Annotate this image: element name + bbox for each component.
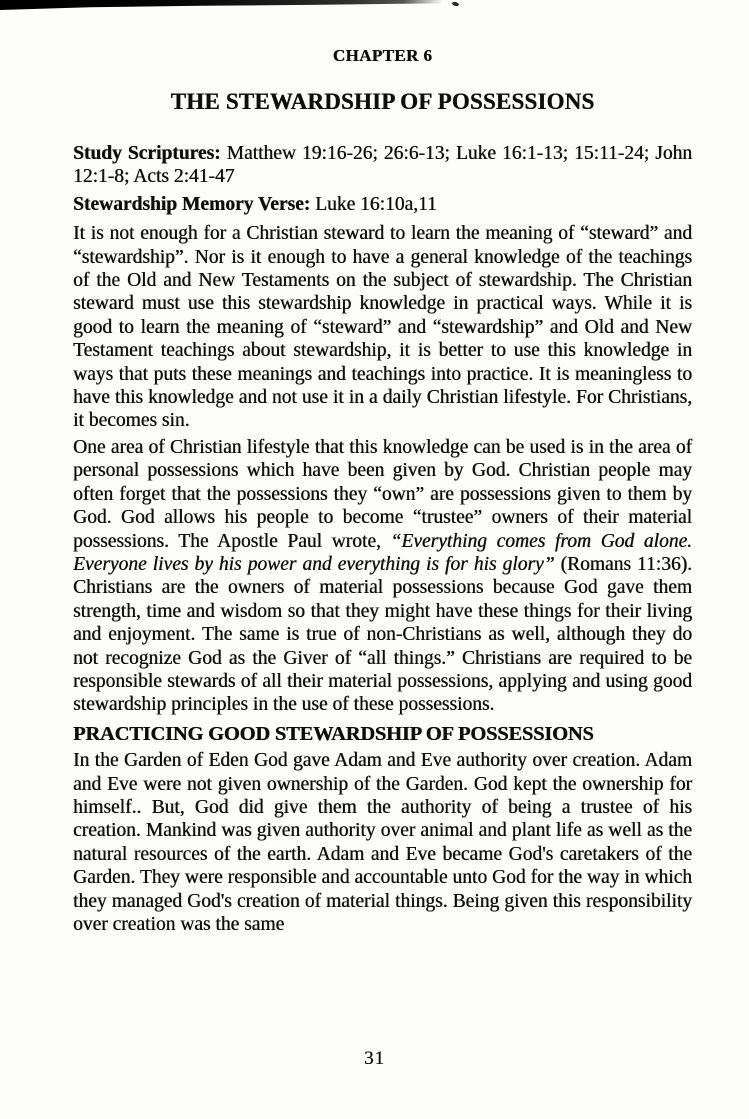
page-content	[73, 47, 692, 936]
study-scriptures-label: Study Scriptures:	[73, 143, 221, 164]
paragraph-2-tail: (Romans 11:36). Christians are the owners of material possessions because God gave them strength, time and wisdom so that they might have these things for their living and enjoyment. The same is true of non-Christians as well, although they do not recognize God as the Giver of “all things.” Christians are required to be responsible stewards of all their material possessions, applying and using good stewardship principles in the use of these possessions.	[73, 553, 692, 716]
paragraph-2-lead: One area of Christian lifestyle that this knowledge can be used is in the area of personal possessions which have been given by God. Christian people may often forget that the possessions they “own” are possessions given to them by God. God allows his people to become “trustee” owners of their material possessions. The Apostle Paul wrote,	[73, 436, 692, 552]
page-number: 31	[364, 1048, 385, 1069]
section-heading: PRACTICING GOOD STEWARDSHIP OF POSSESSIONS	[73, 722, 594, 745]
paragraph-2	[73, 436, 692, 717]
memory-verse-label: Stewardship Memory Verse:	[73, 193, 311, 215]
page-title: THE STEWARDSHIP OF POSSESSIONS	[170, 89, 595, 114]
paragraph-3: In the Garden of Eden God gave Adam and Eve authority over creation. Adam and Eve were not given ownership of the Garden. God kept the ownership for himself.. But, God did give them the authority of being a trustee of his creation. Mankind was given authority over animal and plant life as well as the natural resources of the earth. Adam and Eve became God's caretakers of the Garden. They were responsible and accountable unto God for the way in which they managed God's creation of material things. Being given this responsibility over creation was the same	[73, 750, 692, 935]
paragraph-1: It is not enough for a Christian steward to learn the meaning of “steward” and “stewardship”. Nor is it enough to have a general knowledge of the teachings of the Old and New Testaments on the subject of stewardship. The Christian steward must use this stewardship knowledge in practical ways. While it is good to learn the meaning of “steward” and “stewardship” and Old and New Testament teachings about stewardship, it is better to use this knowledge in ways that puts these meanings and teachings into practice. It is meaningless to have this knowledge and not use it in a daily Christian lifestyle. For Christians, it becomes sin.	[73, 223, 692, 432]
study-scriptures	[73, 142, 692, 189]
chapter-label: CHAPTER 6	[332, 46, 433, 65]
scan-artifact-streak	[0, 0, 448, 10]
memory-verse	[73, 193, 692, 216]
scripture-quote: “Everything comes from God alone. Everyone lives by his power and everything is for his glory”	[73, 530, 692, 575]
study-scriptures-refs: Matthew 19:16-26; 26:6-13; Luke 16:1-13; 15:11-24; John 12:1-8; Acts 2:41-47	[73, 143, 692, 188]
memory-verse-ref: Luke 16:10a,11	[310, 193, 437, 215]
scan-artifact-dot	[452, 1, 460, 7]
